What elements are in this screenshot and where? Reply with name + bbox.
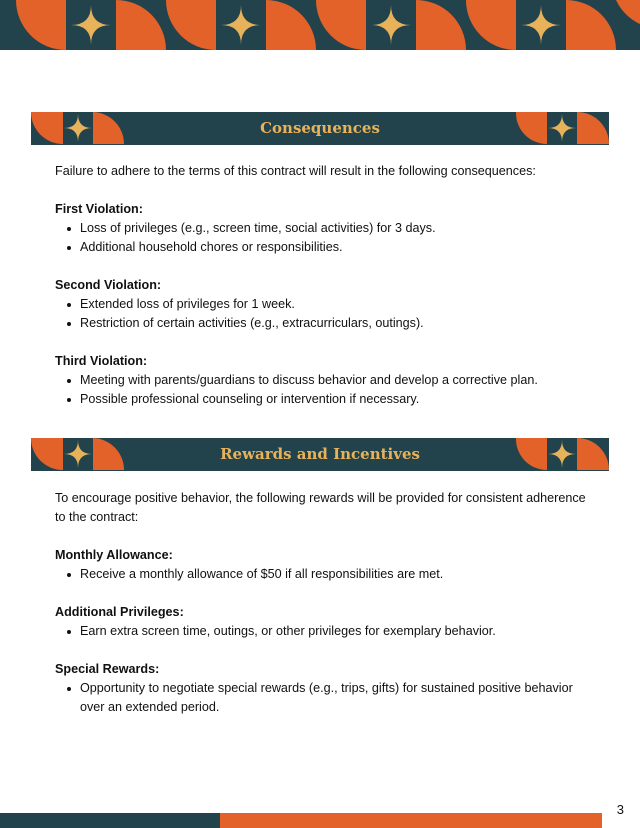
rewards-section bbox=[55, 489, 595, 717]
list-item: Earn extra screen time, outings, or other privileges for exemplary behavior. bbox=[80, 622, 595, 641]
monthly-allowance-heading: Monthly Allowance: bbox=[55, 548, 173, 562]
list-item: Opportunity to negotiate special rewards (e.g., trips, gifts) for sustained positive behavior over an extended period. bbox=[80, 679, 595, 717]
list-item: Additional household chores or responsibilities. bbox=[80, 238, 595, 257]
page-number: 3 bbox=[616, 802, 624, 817]
monthly-allowance-list bbox=[55, 565, 595, 584]
top-pattern bbox=[0, 0, 640, 50]
rewards-intro: To encourage positive behavior, the following rewards will be provided for consistent adherence to the contract: bbox=[55, 491, 586, 524]
footer-bar-orange bbox=[220, 813, 602, 828]
consequences-title: Consequences bbox=[260, 119, 380, 137]
top-decorative-band bbox=[0, 0, 640, 50]
rewards-title: Rewards and Incentives bbox=[220, 445, 420, 463]
list-item: Receive a monthly allowance of $50 if all responsibilities are met. bbox=[80, 565, 595, 584]
special-rewards-list bbox=[55, 679, 595, 717]
second-violation-list bbox=[55, 295, 595, 333]
second-violation-heading: Second Violation: bbox=[55, 278, 162, 292]
additional-privileges-list bbox=[55, 622, 595, 641]
consequences-section bbox=[55, 162, 595, 409]
rewards-header-band bbox=[31, 438, 609, 471]
third-violation-heading: Third Violation: bbox=[55, 354, 148, 368]
list-item: Restriction of certain activities (e.g., extracurriculars, outings). bbox=[80, 314, 595, 333]
list-item: Extended loss of privileges for 1 week. bbox=[80, 295, 595, 314]
consequences-intro: Failure to adhere to the terms of this contract will result in the following consequences: bbox=[55, 164, 536, 178]
additional-privileges-heading: Additional Privileges: bbox=[55, 605, 184, 619]
third-violation-list bbox=[55, 371, 595, 409]
list-item: Meeting with parents/guardians to discuss behavior and develop a corrective plan. bbox=[80, 371, 595, 390]
list-item: Loss of privileges (e.g., screen time, social activities) for 3 days. bbox=[80, 219, 595, 238]
consequences-header-band bbox=[31, 112, 609, 145]
footer-bar-teal bbox=[0, 813, 220, 828]
first-violation-heading: First Violation: bbox=[55, 202, 143, 216]
special-rewards-heading: Special Rewards: bbox=[55, 662, 160, 676]
first-violation-list bbox=[55, 219, 595, 257]
list-item: Possible professional counseling or intervention if necessary. bbox=[80, 390, 595, 409]
